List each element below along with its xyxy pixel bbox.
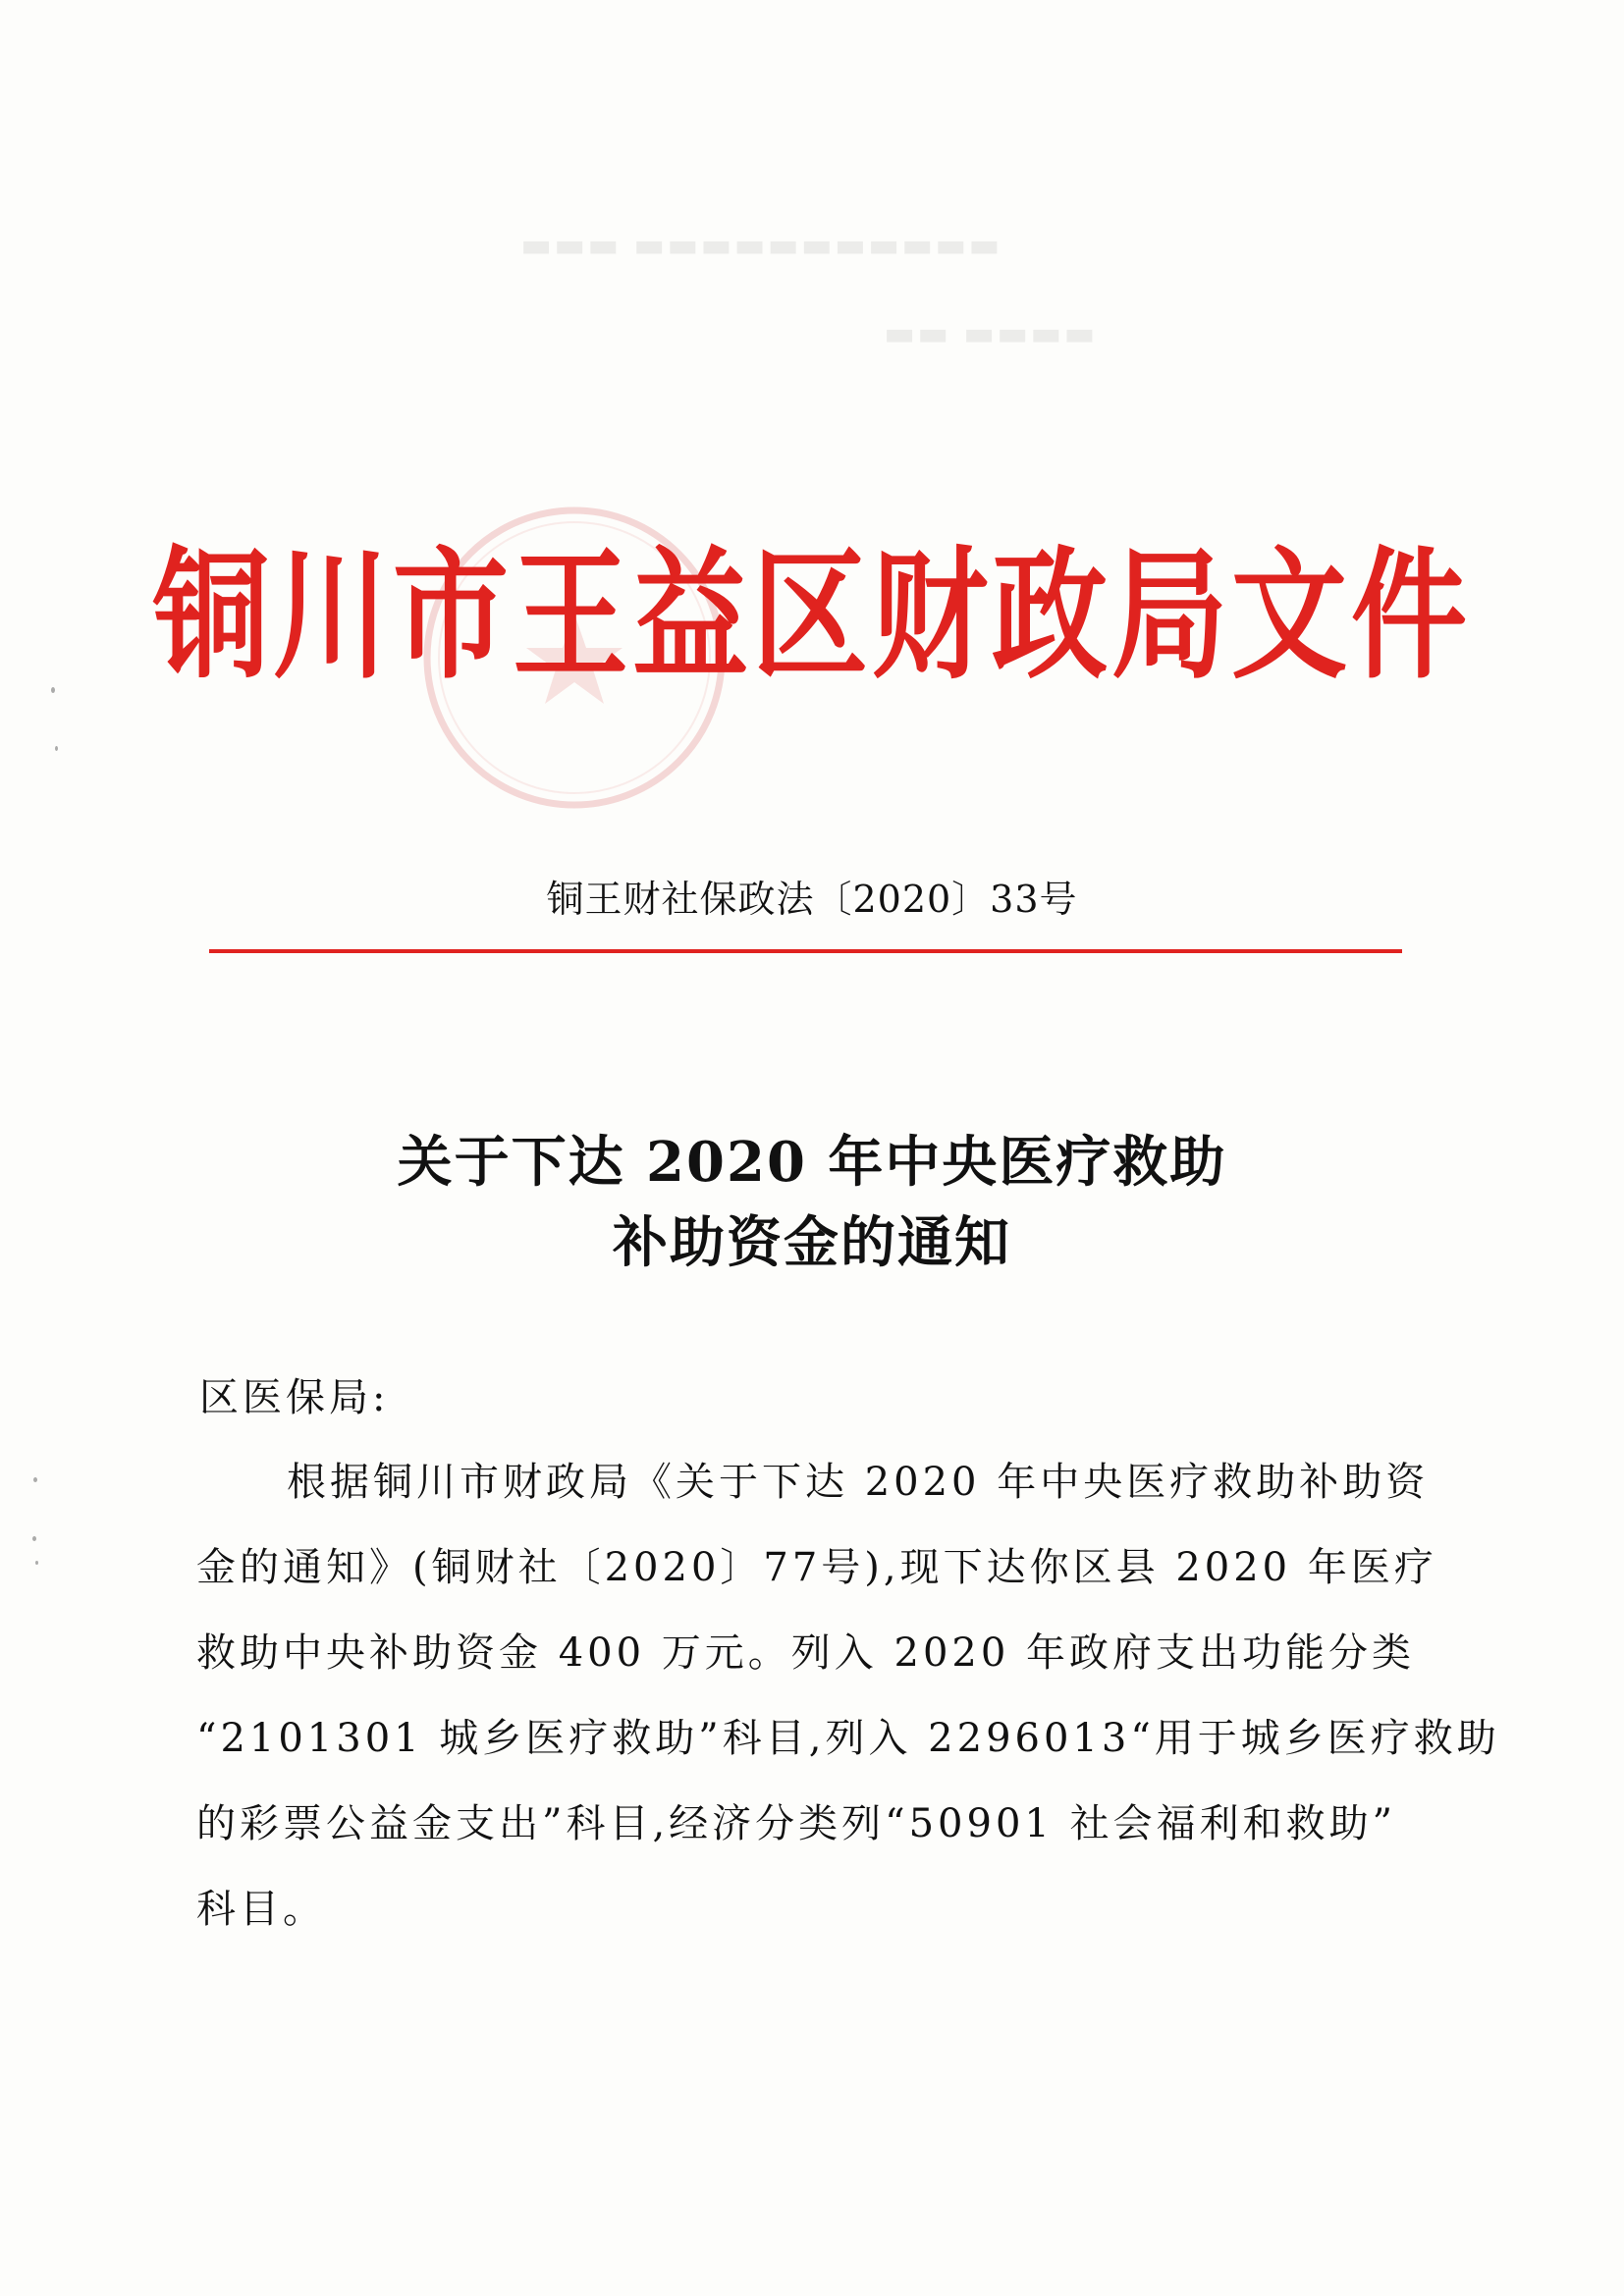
header-red-rule <box>209 949 1402 953</box>
scan-speck <box>51 687 55 693</box>
body-text-line: 金的通知》(铜财社〔2020〕77号),现下达你区县 2020 年医疗 <box>196 1545 1437 1590</box>
document-number: 铜王财社保政法〔2020〕33号 <box>546 878 1078 921</box>
scan-speck <box>33 1477 37 1482</box>
body-text-line: 科目。 <box>196 1887 326 1932</box>
scan-speck <box>55 746 58 751</box>
show-through-text: ▬▬▬ ▬▬▬▬▬▬▬▬▬▬▬ <box>520 226 1002 265</box>
body-text-line: 救助中央补助资金 400 万元。列入 2020 年政府支出功能分类 <box>196 1630 1416 1676</box>
show-through-text: ▬▬ ▬▬▬▬ <box>884 314 1098 353</box>
document-title-line-2: 补助资金的通知 <box>613 1210 1011 1275</box>
scan-speck <box>32 1536 36 1541</box>
body-text-line: 根据铜川市财政局《关于下达 2020 年中央医疗救助补助资 <box>287 1460 1430 1505</box>
body-text-line: “2101301 城乡医疗救助”科目,列入 2296013“用于城乡医疗救助 <box>196 1716 1500 1761</box>
document-title-line-1: 关于下达 2020 年中央医疗救助 <box>397 1130 1227 1195</box>
scan-speck <box>35 1561 38 1565</box>
issuing-authority-header: 铜川市王益区财政局文件 <box>152 532 1471 699</box>
salutation: 区医保局: <box>199 1375 390 1420</box>
body-text-line: 的彩票公益金支出”科目,经济分类列“50901 社会福利和救助” <box>196 1801 1397 1846</box>
